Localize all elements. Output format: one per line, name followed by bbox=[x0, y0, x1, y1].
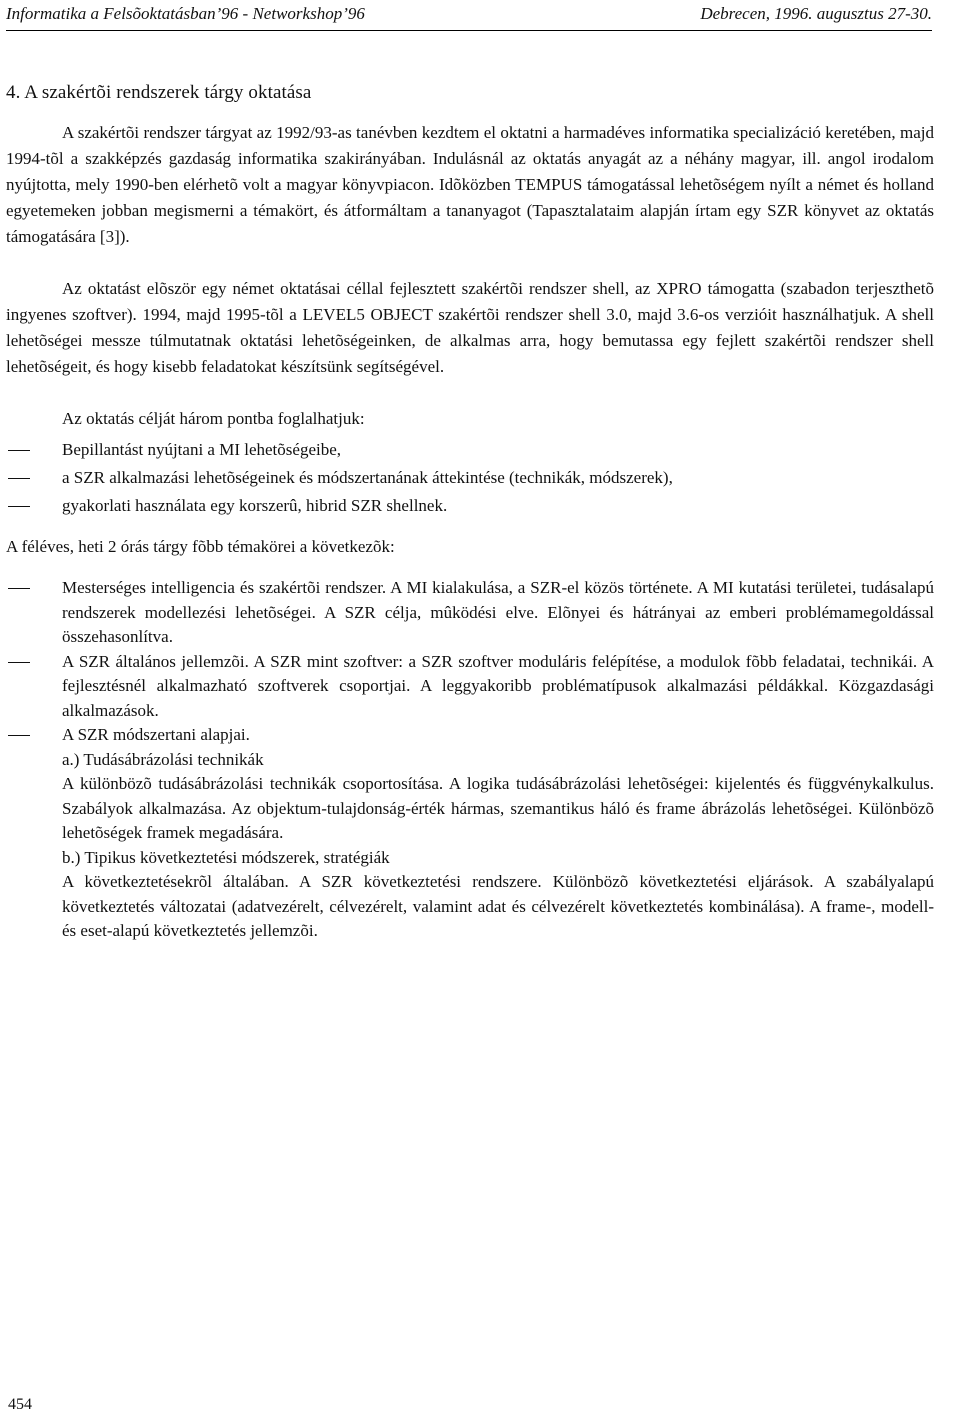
goal-item bbox=[6, 492, 934, 520]
subtopic-a-body: A különbözõ tudásábrázolási technikák csoportosítása. A logika tudásábrázolási lehetõségei: kijelentés és függvénykalkulus. Szabályok alkalmazása. Az objektum-tulajdonság-érték hármas, szemantikus háló és frame ábrázolás lehetõségei. Különbözõ lehetõségek framek megadására. bbox=[62, 774, 934, 842]
page-number: 454 bbox=[8, 1396, 32, 1413]
page-header bbox=[6, 0, 932, 28]
topic-item bbox=[6, 576, 934, 650]
topic-text: Mesterséges intelligencia és szakértõi rendszer. A MI kialakulása, a SZR-el közös története. A MI kutatási területei, tudásalapú rendszerek modellezési lehetõségei. A SZR célja, mûködési elve. Elõnyei és hátrányai az emberi problémamegoldással összehasonlítva. bbox=[62, 578, 934, 646]
goals-intro: Az oktatás célját három pontba foglalhatjuk: bbox=[62, 409, 365, 428]
subtopic-a-heading: a.) Tudásábrázolási technikák bbox=[62, 749, 264, 769]
goal-text: a SZR alkalmazási lehetõségeinek és módszertanának áttekintése (technikák, módszerek), bbox=[62, 468, 673, 487]
topic-item bbox=[6, 650, 934, 724]
header-right-date: Debrecen, 1996. augusztus 27-30. bbox=[700, 4, 932, 23]
topic-item bbox=[6, 723, 934, 944]
topics-list bbox=[6, 576, 934, 944]
topics-intro: A féléves, heti 2 órás tárgy fõbb témakörei a következõk: bbox=[6, 537, 395, 556]
paragraph-history: A szakértõi rendszer tárgyat az 1992/93-as tanévben kezdtem el oktatni a harmadéves informatika specializáció keretében, majd 1994-tõl a szakképzés gazdaság informatika szakirányában. Indulásnál az oktatás anyagát az a néhány magyar, ill. angol irodalom nyújtotta, mely 1990-ben elérhetõ volt a magyar könyvpiacon. Idõközben TEMPUS támogatással lehetõségem nyílt a német és holland egyetemeken jobban megismerni a témakört, és átformáltam a tananyagot (Tapasztalataim alapján írtam egy SZR könyvet az oktatás támogatására [3]). bbox=[6, 123, 934, 246]
paragraph-tools: Az oktatást elõször egy német oktatásai céllal fejlesztett szakértõi rendszer shell, az XPRO támogatta (szabadon terjeszthetõ ingyenes szoftver). 1994, majd 1995-tõl a LEVEL5 OBJECT szakértõi rendszer shell 3.0, majd 3.6-os verzióit használhatjuk. A shell lehetõségei messze túlmutatnak oktatási lehetõségeinken, de alkalmas arra, hogy bemutassa egy fejlett szakértõi rendszer shell lehetõségeit, és hogy kisebb feladatokat készítsünk segítségével. bbox=[6, 279, 934, 376]
header-left-title: Informatika a Felsõoktatásban’96 - Networkshop’96 bbox=[6, 4, 365, 23]
topic-text: A SZR módszertani alapjai. bbox=[62, 725, 250, 744]
paragraph-gap bbox=[6, 380, 934, 406]
goal-text: Bepillantást nyújtani a MI lehetõségeibe, bbox=[62, 440, 342, 459]
subtopic-b-body: A következtetésekrõl általában. A SZR következtetési rendszere. Különbözõ következtetési eljárások. A szabályalapú következtetés változatai (adatvezérelt, célvezérelt, valamint adat és célvezérelt következtetés kombinálása). A frame-, modell- és eset-alapú következtetés jellemzõi. bbox=[62, 872, 934, 940]
section-title: 4. A szakértõi rendszerek tárgy oktatása bbox=[6, 82, 312, 103]
goal-item bbox=[6, 464, 934, 492]
goals-list bbox=[6, 436, 934, 520]
topic-text: A SZR általános jellemzõi. A SZR mint szoftver: a SZR szoftver moduláris felépítése, a modulok fõbb feladatai, technikái. A fejlesztésnél alkalmazható szoftverek csoportjai. A leggyakoribb problématípusok alkalmazási példákkal. Közgazdasági alkalmazások. bbox=[62, 651, 934, 720]
page-content bbox=[6, 82, 934, 944]
goal-item bbox=[6, 436, 934, 464]
goal-text: gyakorlati használata egy korszerû, hibrid SZR shellnek. bbox=[62, 496, 448, 515]
paragraph-gap bbox=[6, 250, 934, 276]
header-rule bbox=[6, 30, 932, 31]
subtopic-b-heading: b.) Tipikus következtetési módszerek, stratégiák bbox=[62, 847, 390, 867]
